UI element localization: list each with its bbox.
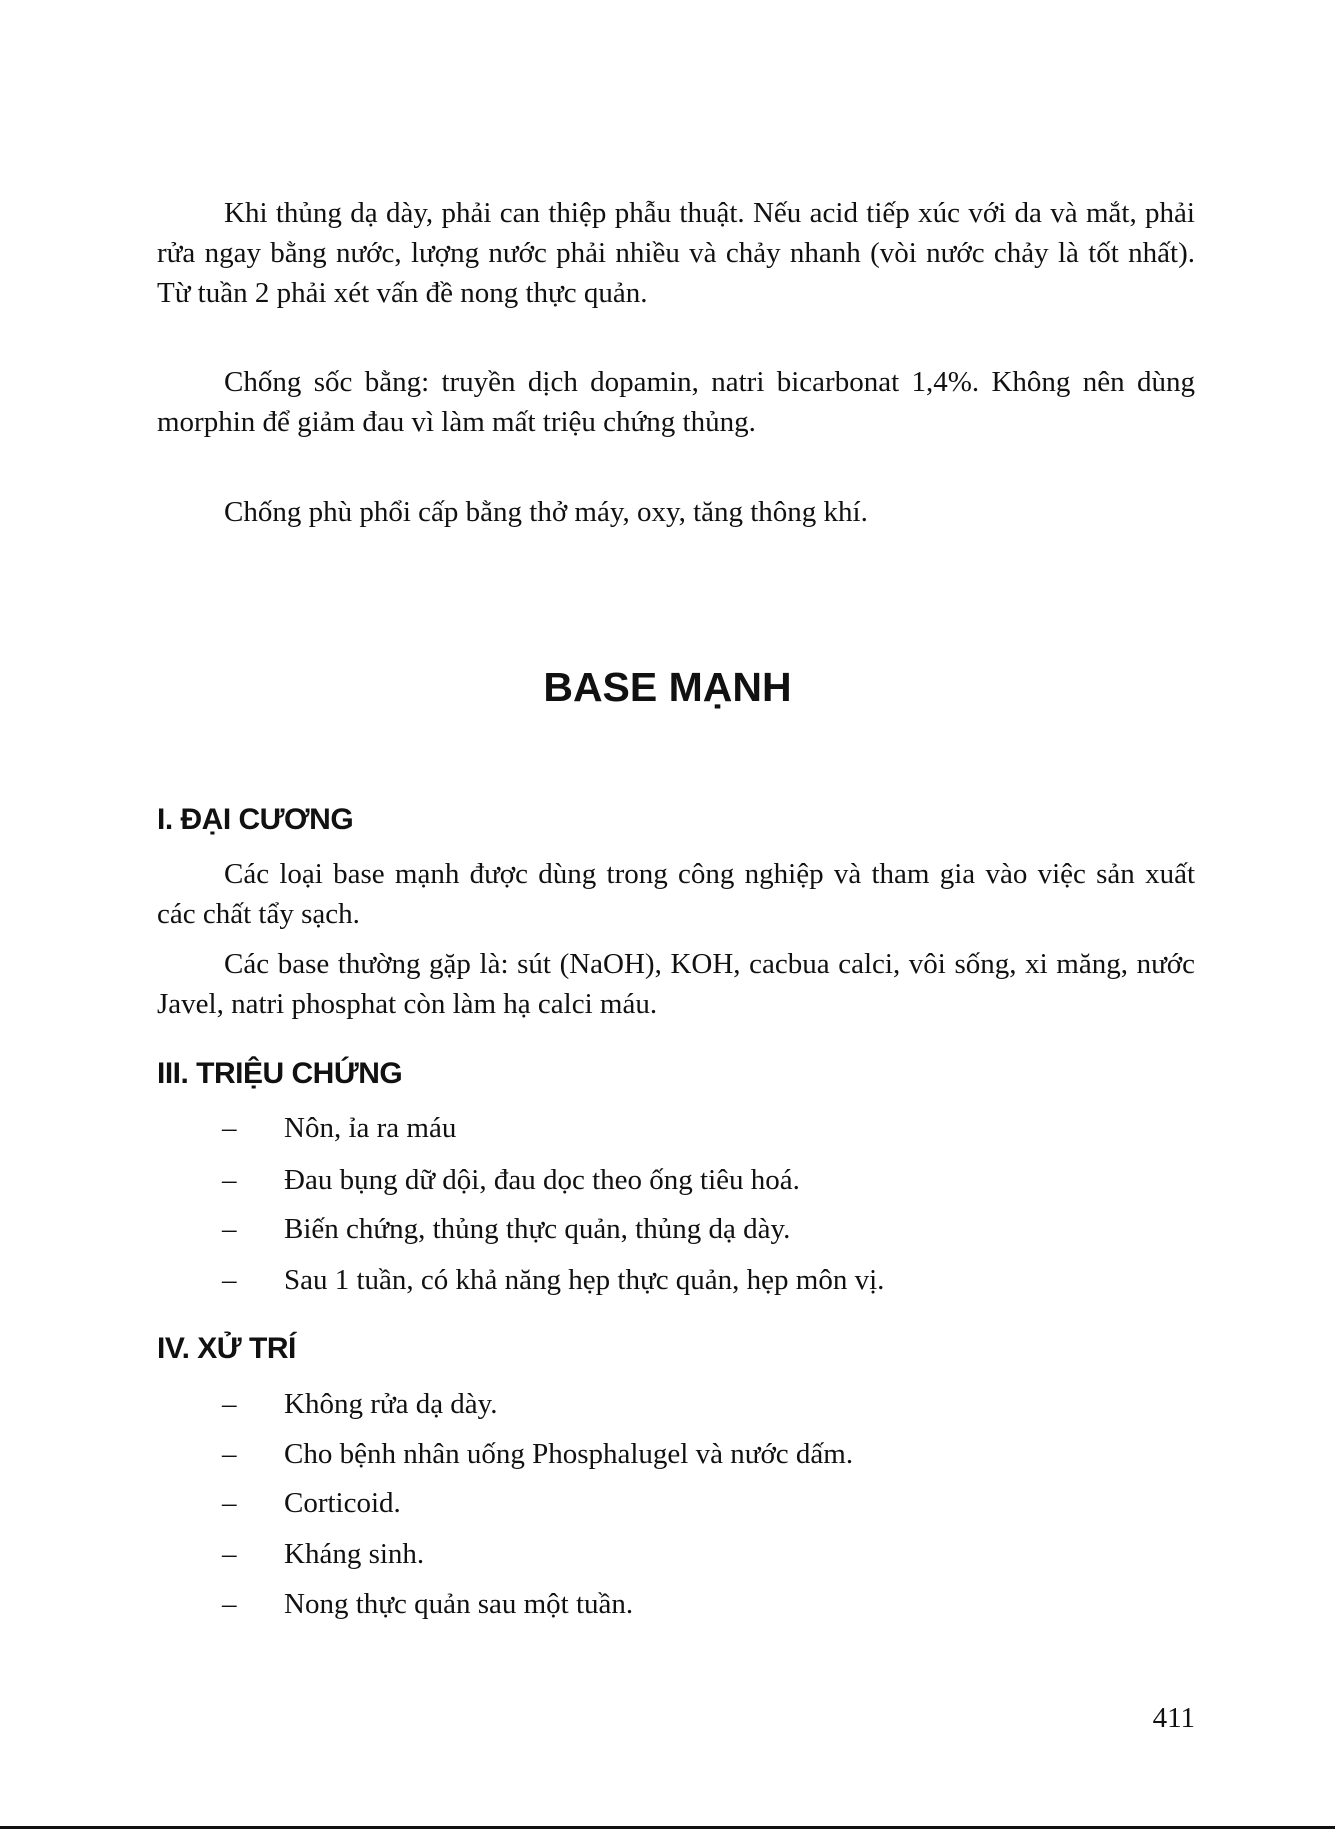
page-title: BASE MẠNH	[543, 664, 792, 710]
paragraph: Các loại base mạnh được dùng trong công nghiệp và tham gia vào việc sản xuất các chất tẩy sạch.	[157, 858, 1195, 930]
list-item: – Nôn, ỉa ra máu	[222, 1112, 457, 1144]
list-item: – Cho bệnh nhân uống Phosphalugel và nước dấm.	[222, 1438, 854, 1470]
list-item: – Nong thực quản sau một tuần.	[222, 1588, 634, 1620]
list-item: – Đau bụng dữ dội, đau dọc theo ống tiêu hoá.	[222, 1164, 800, 1196]
paragraph: Các base thường gặp là: sút (NaOH), KOH, cacbua calci, vôi sống, xi măng, nước Javel, natri phosphat còn làm hạ calci máu.	[157, 948, 1195, 1020]
list-item: – Không rửa dạ dày.	[222, 1388, 498, 1420]
list-item: – Corticoid.	[222, 1487, 401, 1519]
section-heading: IV. XỬ TRÍ	[157, 1332, 296, 1365]
list-item: – Kháng sinh.	[222, 1538, 425, 1570]
page-number: 411	[1152, 1702, 1195, 1734]
section-heading: III. TRIỆU CHỨNG	[157, 1057, 403, 1090]
paragraph: Chống phù phổi cấp bằng thở máy, oxy, tăng thông khí.	[224, 496, 868, 528]
list-item: – Sau 1 tuần, có khả năng hẹp thực quản, hẹp môn vị.	[222, 1264, 885, 1296]
section-heading: I. ĐẠI CƯƠNG	[157, 803, 354, 836]
paragraph: Khi thủng dạ dày, phải can thiệp phẫu thuật. Nếu acid tiếp xúc với da và mắt, phải rửa ngay bằng nước, lượng nước phải nhiều và chảy nhanh (vòi nước chảy là tốt nhất). Từ tuần 2 phải xét vấn đề nong thực quản.	[157, 197, 1195, 309]
list-item: – Biến chứng, thủng thực quản, thủng dạ dày.	[222, 1213, 791, 1245]
paragraph: Chống sốc bằng: truyền dịch dopamin, natri bicarbonat 1,4%. Không nên dùng morphin để giảm đau vì làm mất triệu chứng thủng.	[157, 366, 1195, 438]
